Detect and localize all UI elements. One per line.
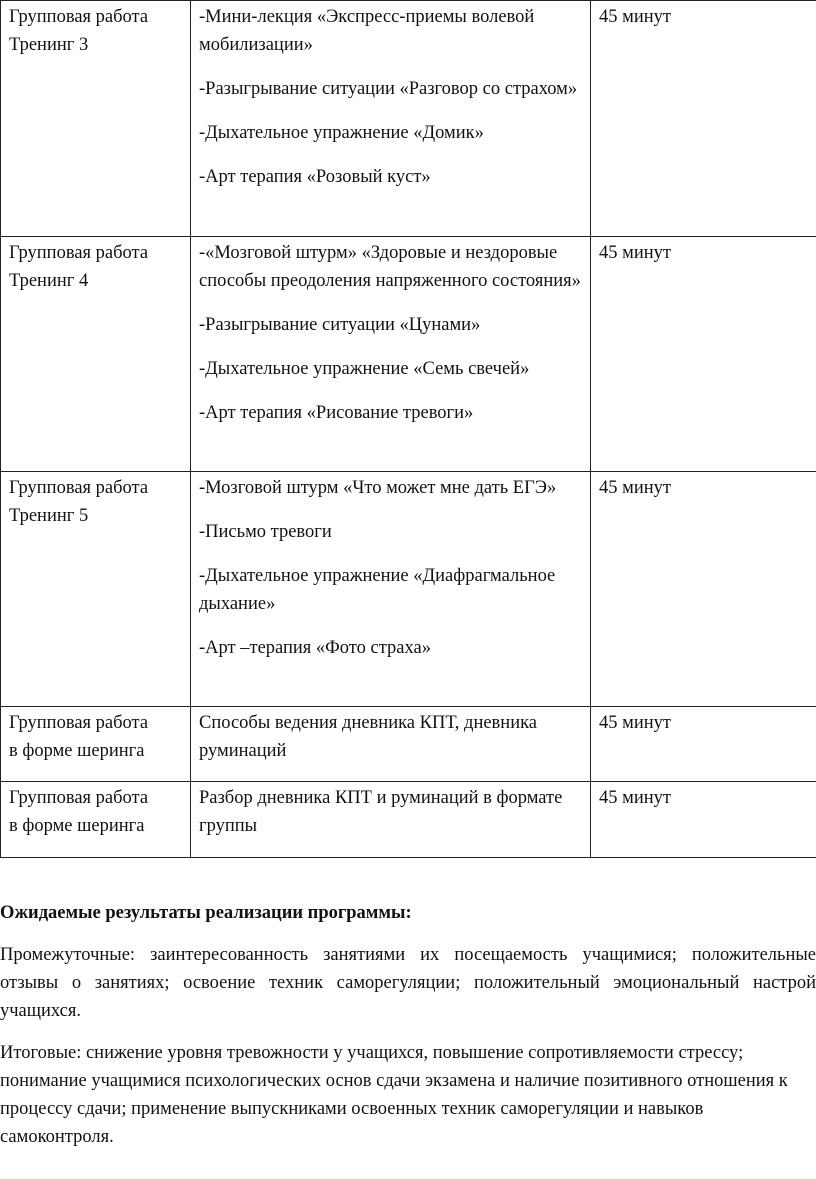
- activity-item: -Арт терапия «Рисование тревоги»: [199, 403, 474, 423]
- activities-cell: [191, 237, 591, 472]
- table-row: [1, 237, 816, 472]
- activities-cell: [191, 472, 591, 707]
- final-results: Итоговые: снижение уровня тревожности у учащихся, повышение сопротивляемости стрессу; понимание учащимися психологических основ сдачи экзамена и наличие позитивного отношения к процессу сдачи; применение выпускниками освоенных техник саморегуляции и навыков самоконтроля.: [0, 1043, 788, 1147]
- form-line: Групповая работа: [9, 7, 149, 27]
- form-line: Групповая работа: [9, 478, 149, 498]
- form-line: Тренинг 5: [9, 506, 89, 526]
- activity-item: -Мозговой штурм «Что может мне дать ЕГЭ»: [199, 478, 557, 498]
- activities-cell: [191, 1, 591, 237]
- form-cell: [1, 237, 191, 472]
- duration-cell: 45 минут: [591, 1, 816, 237]
- results-heading: Ожидаемые результаты реализации программы:: [0, 903, 412, 923]
- activity-item: -Арт терапия «Розовый куст»: [199, 167, 431, 187]
- table-row: [1, 782, 816, 858]
- form-line: Групповая работа: [9, 713, 149, 733]
- activity-item: Разбор дневника КПТ и руминаций в формате группы: [199, 788, 563, 836]
- activities-cell: [191, 782, 591, 858]
- intermediate-results: Промежуточные: заинтересованность занятиями их посещаемость учащимися; положительные отзывы о занятиях; освоение техник саморегуляции; положительный эмоциональный настрой учащихся.: [0, 945, 816, 1021]
- form-cell: [1, 782, 191, 858]
- form-line: Тренинг 4: [9, 271, 89, 291]
- activity-item: -Разыгрывание ситуации «Разговор со страхом»: [199, 79, 578, 99]
- form-cell: [1, 1, 191, 237]
- form-line: Тренинг 3: [9, 35, 89, 55]
- activity-item: -Мини-лекция «Экспресс-приемы волевой мобилизации»: [199, 7, 535, 55]
- activity-item: -Дыхательное упражнение «Семь свечей»: [199, 359, 530, 379]
- table-row: [1, 1, 816, 237]
- duration-cell: 45 минут: [591, 237, 816, 472]
- activity-item: -Разыгрывание ситуации «Цунами»: [199, 315, 481, 335]
- form-line: Групповая работа: [9, 788, 149, 808]
- activity-item: Способы ведения дневника КПТ, дневника руминаций: [199, 713, 538, 761]
- activity-item: -Письмо тревоги: [199, 522, 332, 542]
- expected-results-section: [0, 899, 816, 1165]
- activity-item: -Арт –терапия «Фото страха»: [199, 638, 431, 658]
- activities-cell: [191, 707, 591, 782]
- form-cell: [1, 707, 191, 782]
- activity-item: -Дыхательное упражнение «Диафрагмальное дыхание»: [199, 566, 556, 614]
- table-row: [1, 707, 816, 782]
- form-line: Групповая работа: [9, 243, 149, 263]
- duration-cell: 45 минут: [591, 707, 816, 782]
- form-line: в форме шеринга: [9, 816, 145, 836]
- duration-cell: 45 минут: [591, 782, 816, 858]
- form-cell: [1, 472, 191, 707]
- table-row: [1, 472, 816, 707]
- duration-cell: 45 минут: [591, 472, 816, 707]
- activity-item: -«Мозговой штурм» «Здоровые и нездоровые способы преодоления напряженного состояния»: [199, 243, 581, 291]
- activity-item: -Дыхательное упражнение «Домик»: [199, 123, 484, 143]
- form-line: в форме шеринга: [9, 741, 145, 761]
